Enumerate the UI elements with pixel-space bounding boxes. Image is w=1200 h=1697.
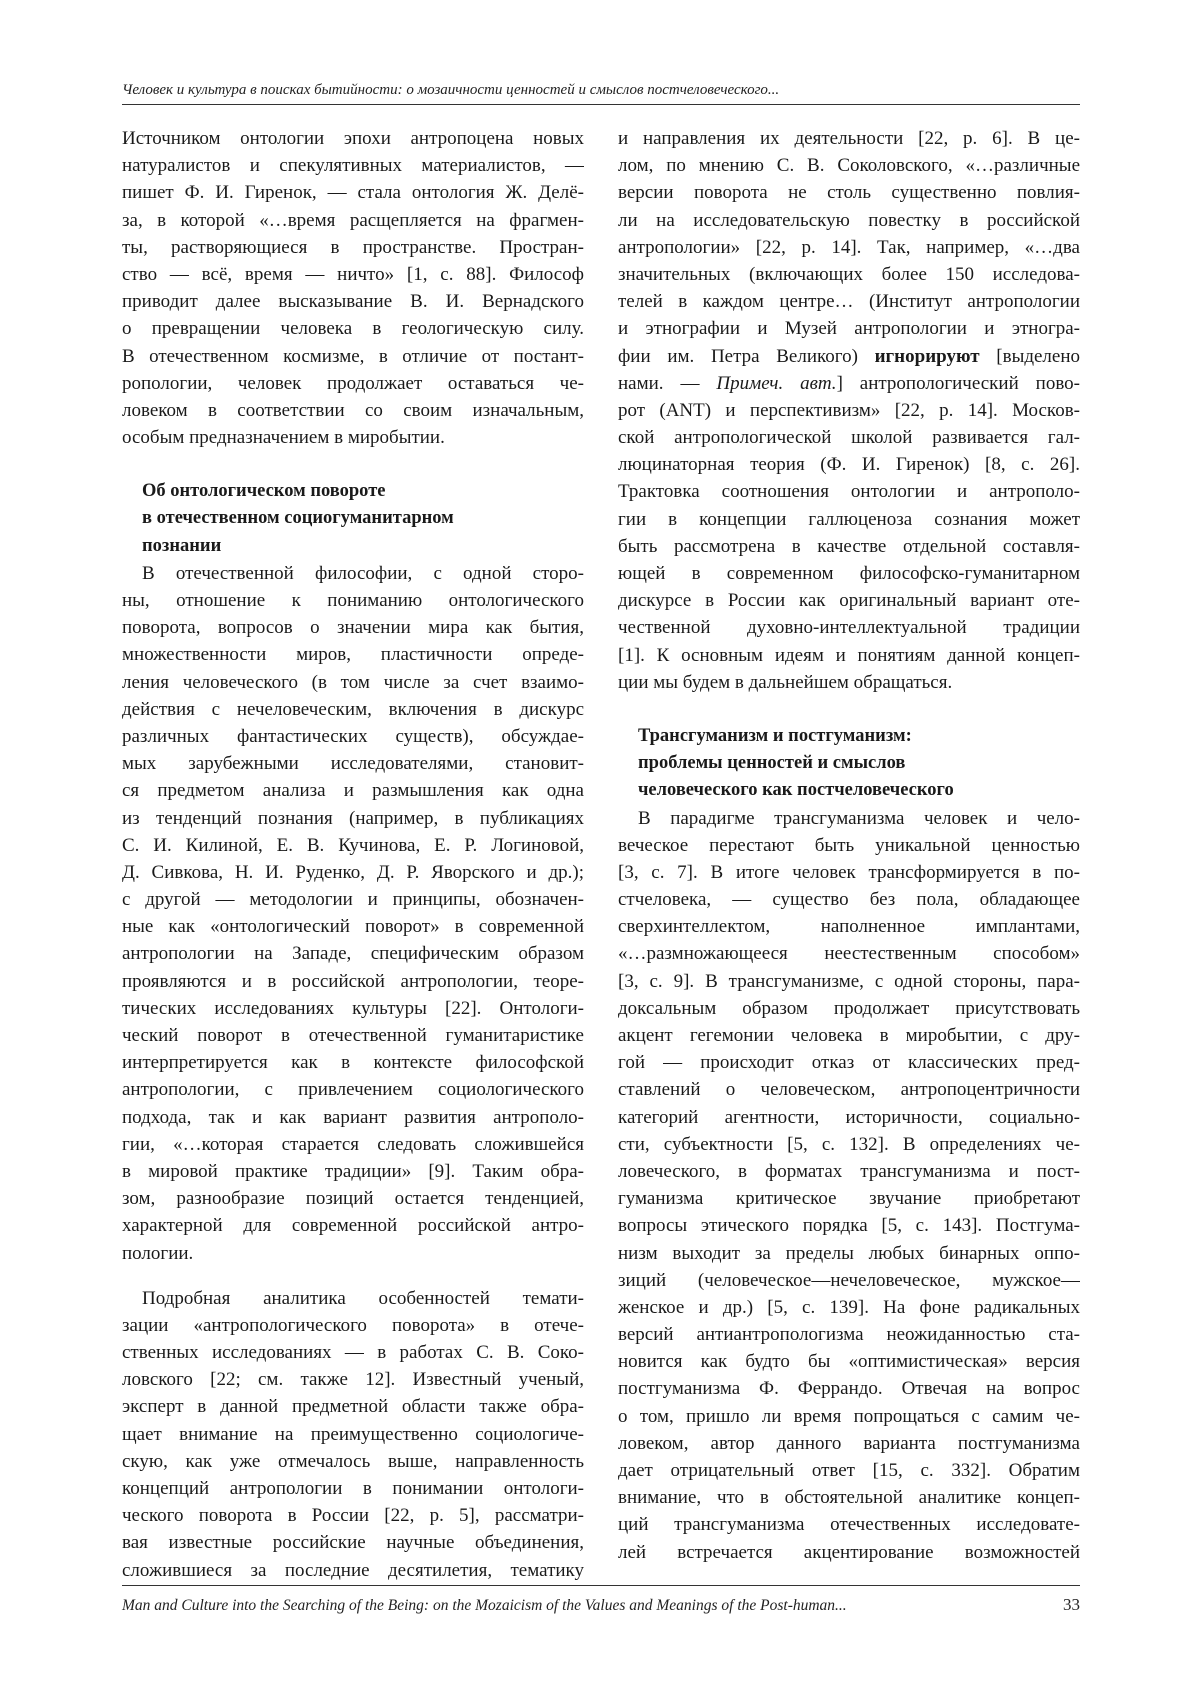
text-line: новится как будто бы «оптимистическая» версия: [618, 1351, 1080, 1373]
text-line: гуманизма критическое звучание приобретают: [618, 1188, 1080, 1210]
heading-line: познании: [142, 535, 222, 556]
text-line: Источником онтологии эпохи антропоцена новых: [122, 128, 584, 149]
text-line: лом, по мнению С. В. Соколовского, «…различные: [618, 155, 1080, 177]
text-line: различных фантастических существ), обсуждае-: [122, 725, 584, 747]
text-line: ческого поворота в России [22, p. 5], рассматри-: [122, 1505, 584, 1527]
text-line: ловеком в соответствии со своим изначальным,: [122, 399, 584, 421]
text-line: щает внимание на преимущественно социологиче-: [122, 1423, 584, 1445]
text-line: [3, с. 9]. В трансгуманизме, с одной стороны, пара-: [618, 970, 1080, 992]
text-line: поворота, вопросов о значении мира как бытия,: [122, 617, 584, 639]
text-line: низм выходит за пределы любых бинарных оппо-: [618, 1242, 1080, 1264]
text-line: пологии.: [122, 1242, 194, 1264]
text-line: В отечественной философии, с одной сторо-: [142, 562, 584, 584]
text-line: рот (ANT) и перспективизм» [22, p. 14]. Москов-: [618, 399, 1080, 421]
text-line: зиций (человеческое—нечеловеческое, мужское—: [618, 1269, 1080, 1291]
text-line: ющей в современном философско-гуманитарном: [618, 563, 1080, 584]
text-line: Трактовка соотношения онтологии и антрополо-: [618, 481, 1080, 503]
text-line: подхода, так и как вариант развития антрополо-: [122, 1106, 584, 1128]
right-paragraph-1: [618, 125, 1080, 696]
text-line: категорий агентности, историчности, социально-: [618, 1106, 1080, 1128]
page-number: 33: [1063, 1595, 1080, 1614]
spacer: [122, 451, 584, 478]
text-line: характерной для современной российской антро-: [122, 1215, 584, 1237]
text-line: скую, как уже отмечалось выше, направленность: [122, 1450, 584, 1472]
spacer: [618, 696, 1080, 723]
text-line: из тенденций познания (например, в публикациях: [122, 807, 584, 829]
section-heading-ontological-turn: [122, 478, 584, 560]
text-line: сверхинтеллектом, наполненное имплантами,: [618, 916, 1080, 938]
text-line: ли на исследовательскую повестку в российской: [618, 209, 1080, 231]
text-line: гой — происходит отказ от классических пред-: [618, 1052, 1080, 1074]
text-line: о превращении человека в геологическую силу.: [122, 318, 584, 340]
heading-line: Об онтологическом повороте: [142, 481, 386, 502]
text-line: дает отрицательный ответ [15, с. 332]. Обратим: [618, 1460, 1080, 1481]
right-paragraph-2: [618, 805, 1080, 1566]
text-line: ловеческого, в форматах трансгуманизма и пост-: [618, 1160, 1080, 1182]
text-line: с другой — методологии и принципы, обозначен-: [122, 889, 584, 911]
text-line: и этнографии и Музей антропологии и этногра-: [618, 318, 1080, 340]
text-line: сти, субъектности [5, с. 132]. В определениях че-: [618, 1133, 1080, 1155]
text-line: [3, с. 7]. В итоге человек трансформируется в по-: [618, 861, 1080, 883]
text-line: значительных (включающих более 150 исследова-: [618, 263, 1080, 285]
heading-line: в отечественном социогуманитарном: [142, 508, 454, 529]
text-line: ции мы будем в дальнейшем обращаться.: [618, 671, 953, 693]
text-line: зации «антропологического поворота» в отече-: [122, 1314, 584, 1336]
text-fragment: нами. —: [618, 372, 700, 394]
text-line: особым предназначением в миробытии.: [122, 427, 445, 449]
text-line: стчеловека, — существо без пола, обладающее: [618, 889, 1080, 911]
text-line: люцинаторная теория (Ф. И. Гиренок) [8, с. 26].: [618, 454, 1080, 476]
text-line: быть рассмотрена в качестве отдельной составля-: [618, 535, 1080, 557]
text-line: Подробная аналитика особенностей темати-: [142, 1287, 584, 1309]
text-line: [618, 343, 1080, 370]
text-fragment: фии им. Петра Великого): [618, 345, 858, 367]
text-line: внимание, что в обстоятельной аналитике концеп-: [618, 1487, 1080, 1509]
text-line: акцент гегемонии человека в миробытии, с дру-: [618, 1025, 1080, 1046]
text-line: ство — всё, время — ничто» [1, с. 88]. Философ: [122, 263, 584, 285]
text-line: ления человеческого (в том числе за счет взаимо-: [122, 671, 584, 693]
text-line: ные как «онтологический поворот» в современной: [122, 916, 584, 938]
text-line: проявляются и в российской антропологии, теоре-: [122, 970, 584, 992]
text-line: ловеком, автор данного варианта постгуманизма: [618, 1432, 1080, 1454]
text-fragment: [выделено: [996, 345, 1080, 367]
text-line: вопросы этического порядка [5, с. 143]. Постгума-: [618, 1215, 1080, 1237]
text-line: веческое перестают быть уникальной ценностью: [618, 834, 1080, 856]
text-line: В парадигме трансгуманизма человек и чело-: [638, 807, 1080, 829]
text-line: женское и др.) [5, с. 139]. На фоне радикальных: [618, 1296, 1080, 1318]
text-line: множественности миров, пластичности опреде-: [122, 644, 584, 666]
running-footer: Man and Culture into the Searching of the Being: on the Mozaicism of the Values and Meanings of the Post-human...: [122, 1597, 847, 1614]
right-column: [618, 125, 1080, 1566]
text-line: антропологии, с привлечением социологического: [122, 1079, 584, 1101]
text-line: эксперт в данной предметной области также обра-: [122, 1396, 584, 1418]
heading-line: человеческого как постчеловеческого: [638, 780, 954, 801]
text-line: телей в каждом центре… (Институт антропологии: [618, 291, 1080, 313]
text-line: концепций антропологии в понимании онтологи-: [122, 1478, 584, 1499]
text-line: ской антропологической школой развивается гал-: [618, 427, 1080, 449]
text-line: сложившиеся за последние десятилетия, тематику: [122, 1559, 584, 1581]
text-line: антропологии на Западе, специфическим образом: [122, 943, 584, 965]
text-line: натуралистов и спекулятивных материалистов, —: [122, 155, 584, 177]
text-line: о том, пришло ли время попрощаться с самим че-: [618, 1405, 1080, 1427]
text-line: ты, растворяющиеся в пространстве. Простран-: [122, 236, 584, 258]
text-line: антропологии» [22, p. 14]. Так, например, «…два: [618, 236, 1080, 258]
text-line: версии поворота не столь существенно повлия-: [618, 182, 1080, 204]
text-line: доксальным образом продолжает присутствовать: [618, 997, 1080, 1019]
text-line: ственных исследованиях — в работах С. В. Соко-: [122, 1342, 584, 1364]
text-line: ций трансгуманизма отечественных исследовате-: [618, 1514, 1080, 1536]
section-heading-transhumanism: [618, 723, 1080, 805]
text-line: Д. Сивкова, Н. И. Руденко, Д. Р. Яворского и др.);: [122, 861, 584, 883]
emphasis-italic: Примеч. авт.: [716, 372, 837, 394]
text-line: дискурсе в России как оригинальный вариант оте-: [618, 590, 1080, 612]
text-line: чественной духовно-интеллектуальной традиции: [618, 617, 1080, 639]
emphasis-bold: игнорируют: [874, 345, 980, 367]
left-paragraph-3: [122, 1285, 584, 1584]
text-line: ловского [22; см. также 12]. Известный ученый,: [122, 1369, 584, 1391]
text-line: В отечественном космизме, в отличие от постант-: [122, 345, 584, 367]
left-paragraph-2: [122, 560, 584, 1267]
text-line: действия с нечеловеческим, включения в дискурс: [122, 698, 584, 720]
text-line: пишет Ф. И. Гиренок, — стала онтология Ж. Делё-: [122, 182, 584, 204]
text-line: [618, 370, 1080, 397]
text-line: гии в концепции галлюценоза сознания может: [618, 508, 1080, 530]
left-column: [122, 125, 584, 1584]
text-line: приводит далее высказывание В. И. Вернадского: [122, 291, 584, 313]
text-line: гии, «…которая старается следовать сложившейся: [122, 1133, 584, 1155]
running-header: Человек и культура в поисках бытийности: о мозаичности ценностей и смыслов постчеловеческого...: [122, 82, 780, 98]
text-line: зом, разнообразие позиций остается тенденцией,: [122, 1188, 584, 1210]
text-line: вая известные российские научные объединения,: [122, 1532, 584, 1554]
text-line: в мировой практике традиции» [9]. Таким обра-: [122, 1160, 584, 1182]
text-line: интерпретируется как в контексте философской: [122, 1052, 584, 1074]
text-line: и направления их деятельности [22, p. 6]. В це-: [618, 128, 1080, 149]
text-fragment: ] антропологический пово-: [836, 372, 1080, 394]
text-line: за, в которой «…время расщепляется на фрагмен-: [122, 209, 584, 231]
footer-rule: [122, 1585, 1080, 1586]
left-paragraph-1: [122, 125, 584, 451]
text-line: [1]. К основным идеям и понятиям данной концеп-: [618, 644, 1080, 666]
text-line: ставлений о человеческом, антропоцентричности: [618, 1079, 1080, 1101]
text-line: постгуманизма Ф. Феррандо. Отвечая на вопрос: [618, 1378, 1080, 1400]
text-line: версий антиантропологизма неожиданностью ста-: [618, 1324, 1080, 1346]
text-line: ческий поворот в отечественной гуманитаристике: [122, 1025, 584, 1046]
text-line: С. И. Килиной, Е. В. Кучинова, Е. Р. Логиновой,: [122, 834, 584, 856]
heading-line: проблемы ценностей и смыслов: [638, 753, 906, 774]
text-line: ся предметом анализа и размышления как одна: [122, 780, 584, 802]
text-line: тических исследованиях культуры [22]. Онтологи-: [122, 997, 584, 1019]
text-line: «…размножающееся неестественным способом»: [618, 943, 1080, 965]
text-line: мых зарубежными исследователями, становит-: [122, 753, 584, 775]
text-line: ны, отношение к пониманию онтологического: [122, 590, 584, 611]
spacer: [122, 1267, 584, 1285]
text-line: ропологии, человек продолжает оставаться че-: [122, 372, 584, 394]
heading-line: Трансгуманизм и постгуманизм:: [638, 725, 912, 746]
header-rule: [122, 104, 1080, 105]
text-line: лей встречается акцентирование возможностей: [618, 1541, 1080, 1563]
